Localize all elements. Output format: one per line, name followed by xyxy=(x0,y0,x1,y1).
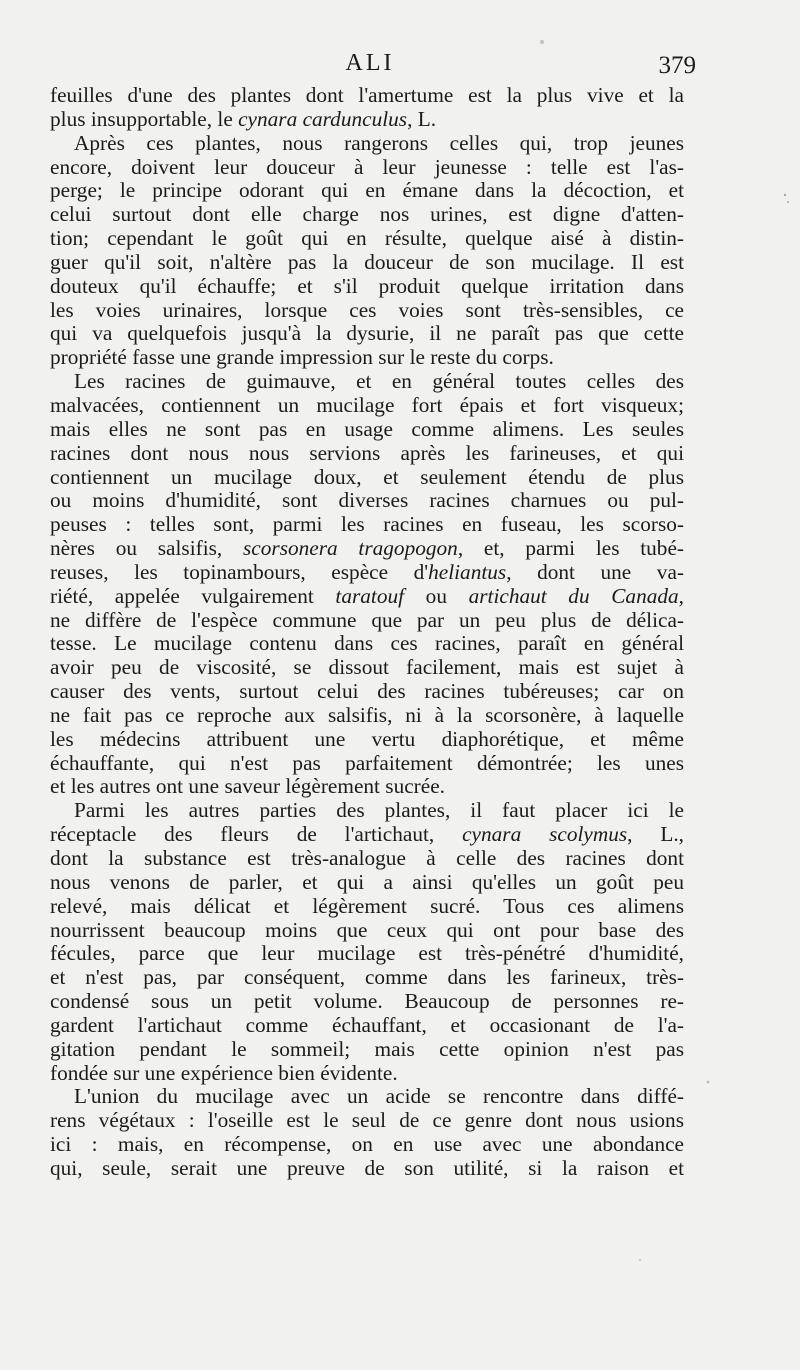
text-line: avoir peu de viscosité, se dissout facilement, mais est sujet à xyxy=(50,655,684,680)
text-line: douteux qu'il échauffe; et s'il produit quelque irritation dans xyxy=(50,273,684,298)
body-text xyxy=(50,84,684,1181)
text-line: fondée sur une expérience bien évidente. xyxy=(50,1060,398,1085)
text-line: rens végétaux : l'oseille est le seul de ce genre dont nous usions xyxy=(50,1108,684,1133)
text-line: guer qu'il soit, n'altère pas la douceur de son mucilage. Il est xyxy=(50,249,684,274)
text-line: les médecins attribuent une vertu diaphorétique, et même xyxy=(50,726,684,751)
text-line: échauffante, qui n'est pas parfaitement démontrée; les unes xyxy=(50,750,684,775)
text-line: causer des vents, surtout celui des racines tubéreuses; car on xyxy=(50,679,684,704)
text-line: gitation pendant le sommeil; mais cette opinion n'est pas xyxy=(50,1036,684,1061)
text-line: Après ces plantes, nous rangerons celles qui, trop jeunes xyxy=(74,130,684,155)
page-header xyxy=(50,50,696,84)
text-line: qui, seule, serait une preuve de son utilité, si la raison et xyxy=(50,1155,684,1180)
text-line: et n'est pas, par conséquent, comme dans les farineux, très- xyxy=(50,965,684,990)
text-line: perge; le principe odorant qui en émane dans la décoction, et xyxy=(50,178,684,203)
text-line: ici : mais, en récompense, on en use avec une abondance xyxy=(50,1132,684,1157)
text-line: relevé, mais délicat et légèrement sucré. Tous ces alimens xyxy=(50,893,684,918)
text-line: gardent l'artichaut comme échauffant, et occasionant de l'a- xyxy=(50,1012,684,1037)
text-line: réceptacle des fleurs de l'artichaut, cynara scolymus, L., xyxy=(50,822,684,847)
text-line: ne fait pas ce reproche aux salsifis, ni à la scorsonère, à laquelle xyxy=(50,702,684,727)
text-line: malvacées, contiennent un mucilage fort épais et fort visqueux; xyxy=(50,392,684,417)
text-line: peuses : telles sont, parmi les racines en fuseau, les scorso- xyxy=(50,512,684,537)
text-line: encore, doivent leur douceur à leur jeunesse : telle est l'as- xyxy=(50,154,684,179)
text-line: dont la substance est très-analogue à celle des racines dont xyxy=(50,846,684,870)
text-line: L'union du mucilage avec un acide se rencontre dans diffé- xyxy=(74,1084,684,1109)
text-line: feuilles d'une des plantes dont l'amertume est la plus vive et la xyxy=(50,83,684,107)
running-head: ALI xyxy=(345,50,395,76)
text-line: ou moins d'humidité, sont diverses racines charnues ou pul- xyxy=(50,488,684,513)
text-line: ne diffère de l'espèce commune que par un peu plus de délica- xyxy=(50,607,684,632)
text-line: racines dont nous nous servions après les farineuses, et qui xyxy=(50,440,684,465)
text-line: condensé sous un petit volume. Beaucoup de personnes re- xyxy=(50,989,684,1014)
text-line: nères ou salsifis, scorsonera tragopogon, et, parmi les tubé- xyxy=(50,536,684,561)
text-line: riété, appelée vulgairement taratouf ou artichaut du Canada, xyxy=(50,583,684,608)
text-line: nous venons de parler, et qui a ainsi qu'elles un goût peu xyxy=(50,869,684,894)
text-line: tion; cependant le goût qui en résulte, quelque aisé à distin- xyxy=(50,226,684,251)
text-line: contiennent un mucilage doux, et seulement étendu de plus xyxy=(50,464,684,489)
text-line: plus insupportable, le cynara cardunculus, L. xyxy=(50,106,437,131)
text-line: Les racines de guimauve, et en général toutes celles des xyxy=(74,369,684,394)
text-line: fécules, parce que leur mucilage est très-pénétré d'humidité, xyxy=(50,941,684,966)
text-line: nourrissent beaucoup moins que ceux qui ont pour base des xyxy=(50,917,684,942)
text-line: qui va quelquefois jusqu'à la dysurie, il ne paraît pas que cette xyxy=(50,321,684,346)
page-number: 379 xyxy=(658,52,696,79)
text-line: et les autres ont une saveur légèrement sucrée. xyxy=(50,774,446,799)
text-line: celui surtout dont elle charge nos urines, est digne d'atten- xyxy=(50,202,684,227)
text-line: mais elles ne sont pas en usage comme alimens. Les seules xyxy=(50,416,684,441)
text-line: reuses, les topinambours, espèce d'heliantus, dont une va- xyxy=(50,559,684,584)
text-line: tesse. Le mucilage contenu dans ces racines, paraît en général xyxy=(50,631,684,656)
text-line: propriété fasse une grande impression sur le reste du corps. xyxy=(50,345,554,370)
text-line: Parmi les autres parties des plantes, il faut placer ici le xyxy=(74,798,684,823)
text-line: les voies urinaires, lorsque ces voies sont très-sensibles, ce xyxy=(50,297,684,322)
